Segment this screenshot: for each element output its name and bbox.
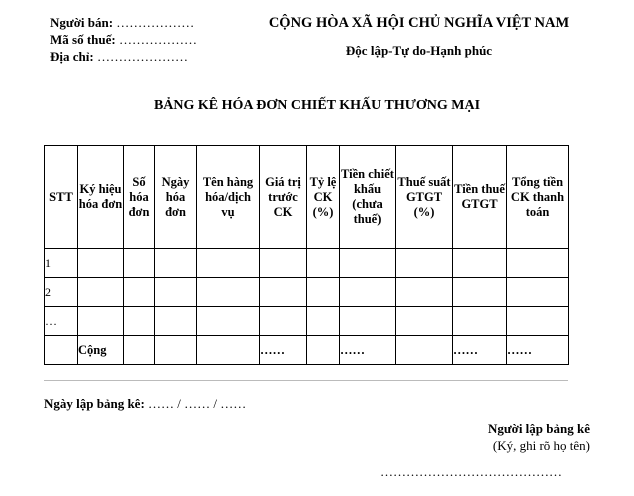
national-title: CỘNG HÒA XÃ HỘI CHỦ NGHĨA VIỆT NAM bbox=[268, 15, 570, 31]
column-header: Tiền chiết khấu (chưa thuế) bbox=[340, 146, 396, 249]
address-row bbox=[50, 48, 197, 65]
total-vat-amount: …… bbox=[453, 336, 507, 365]
total-row bbox=[45, 336, 569, 365]
column-header: Giá trị trước CK bbox=[260, 146, 307, 249]
total-value-before-discount: …… bbox=[260, 336, 307, 365]
row-number: … bbox=[45, 307, 78, 336]
signer-block bbox=[440, 420, 590, 454]
column-header: Ký hiệu hóa đơn bbox=[78, 146, 124, 249]
national-motto: Độc lập-Tự do-Hạnh phúc bbox=[345, 43, 493, 58]
seller-row bbox=[50, 14, 197, 31]
column-header: Thuế suất GTGT (%) bbox=[396, 146, 453, 249]
column-header: Tổng tiền CK thanh toán bbox=[507, 146, 569, 249]
table-header-row bbox=[45, 146, 569, 249]
national-header bbox=[258, 14, 580, 59]
tax-code-row bbox=[50, 31, 197, 48]
row-number: 2 bbox=[45, 278, 78, 307]
date-value: …… / …… / …… bbox=[148, 396, 247, 411]
invoice-discount-table bbox=[44, 145, 569, 365]
table-row bbox=[45, 307, 569, 336]
seller-info bbox=[50, 14, 197, 65]
table-row bbox=[45, 249, 569, 278]
row-number: 1 bbox=[45, 249, 78, 278]
address-dots: ………………… bbox=[96, 49, 188, 64]
signer-note: (Ký, ghi rõ họ tên) bbox=[492, 438, 590, 453]
signature-line: …………………………………… bbox=[380, 464, 562, 479]
date-line bbox=[44, 396, 246, 412]
column-header: STT bbox=[45, 146, 78, 249]
column-header: Tỷ lệ CK (%) bbox=[307, 146, 340, 249]
divider bbox=[44, 380, 568, 381]
address-label: Địa chỉ: bbox=[50, 49, 94, 64]
signer-title: Người lập bảng kê bbox=[487, 421, 590, 436]
total-discount-amount: …… bbox=[340, 336, 396, 365]
tax-code-dots: ……………… bbox=[118, 32, 197, 47]
seller-label: Người bán: bbox=[50, 15, 114, 30]
column-header: Tên hàng hóa/dịch vụ bbox=[197, 146, 260, 249]
column-header: Số hóa đơn bbox=[124, 146, 155, 249]
column-header: Tiền thuế GTGT bbox=[453, 146, 507, 249]
total-payment: …… bbox=[507, 336, 569, 365]
seller-dots: ……………… bbox=[116, 15, 195, 30]
total-label: Cộng bbox=[78, 336, 124, 365]
tax-code-label: Mã số thuế: bbox=[50, 32, 116, 47]
column-header: Ngày hóa đơn bbox=[155, 146, 197, 249]
date-label: Ngày lập bảng kê: bbox=[44, 396, 145, 411]
table-row bbox=[45, 278, 569, 307]
document-title: BẢNG KÊ HÓA ĐƠN CHIẾT KHẤU THƯƠNG MẠI bbox=[153, 98, 481, 113]
